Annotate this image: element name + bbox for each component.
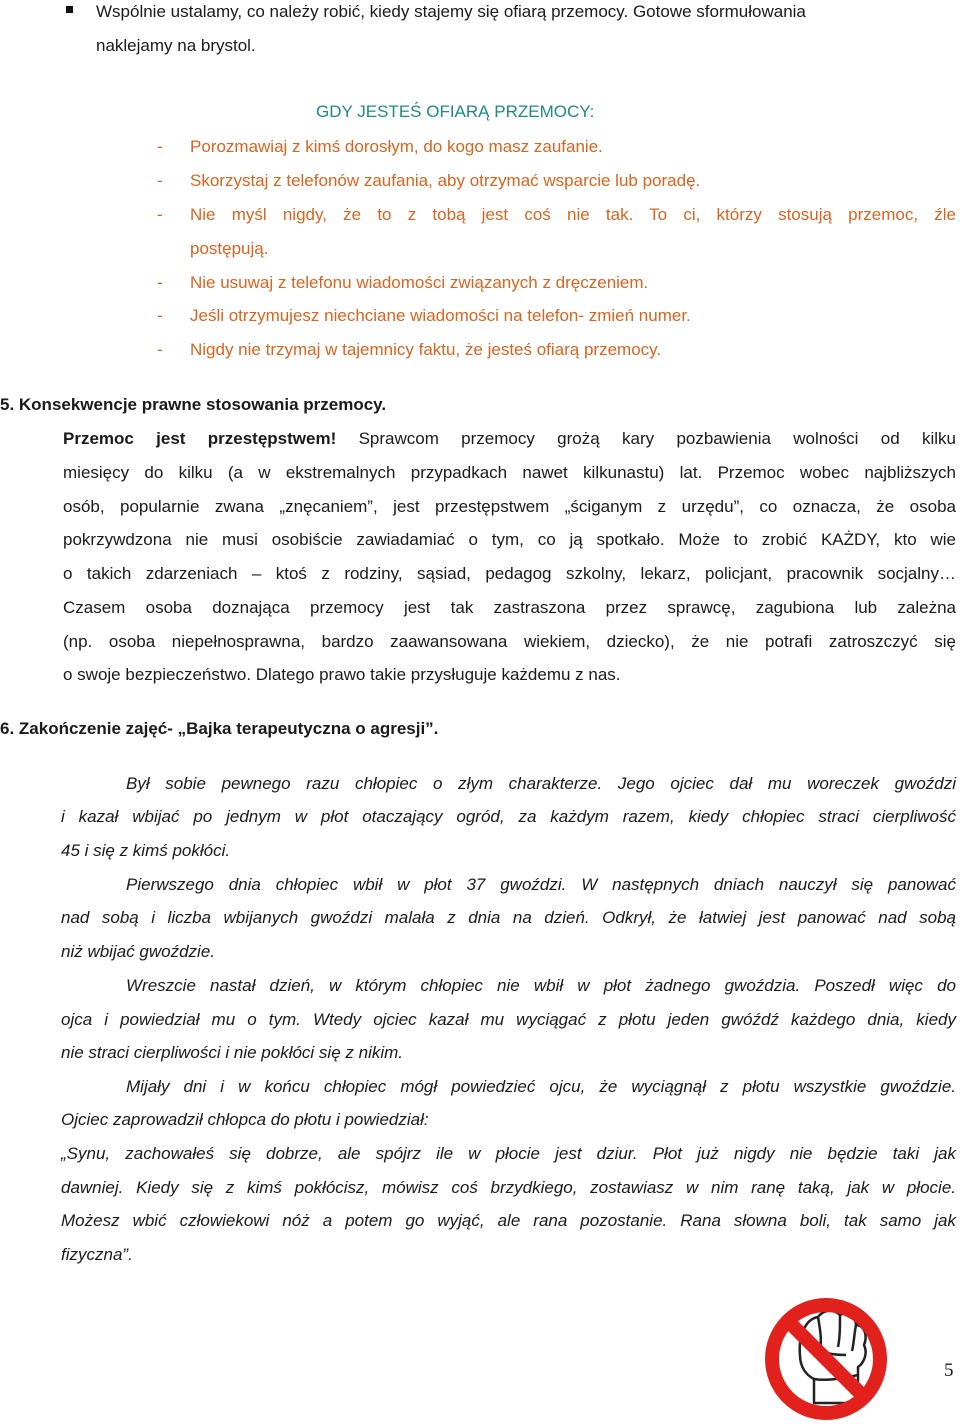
s5-line-7: (np. osoba niepełnosprawna, bardzo zaawansowana wiekiem, dziecko), że nie potrafi zatroszczyć się	[63, 632, 956, 651]
s5-line-2-a: miesięcy do kilku (a w ekstremalnych przypadkach nawet kilkunastu) lat.	[63, 463, 703, 482]
fist-prohibition-icon	[760, 1295, 892, 1423]
advice-item-4: Nie usuwaj z telefonu wiadomości związanych z dręczeniem.	[190, 273, 649, 292]
s5-line-1-text: Sprawcom przemocy grożą kary pozbawienia wolności od kilku	[336, 429, 956, 448]
s5-line-8: o swoje bezpieczeństwo. Dlatego prawo takie przysługuje każdemu z nas.	[63, 665, 621, 684]
s5-line-3: osób, popularnie zwana „znęcaniem”, jest przestępstwem „ściganym z urzędu”, co oznacza, że osoba	[63, 497, 956, 516]
s5-line-2-b: Przemoc wobec najbliższych	[702, 463, 956, 482]
advice-item-5: Jeśli otrzymujesz niechciane wiadomości na telefon- zmień numer.	[190, 306, 691, 325]
s5-line-4-a: pokrzywdzona nie musi osobiście zawiadamiać o tym, co ją spotkało.	[63, 530, 665, 549]
dash-3: -	[157, 205, 163, 224]
page-number: 5	[944, 1360, 954, 1381]
story-line-6: niż wbijać gwoździe.	[61, 942, 216, 961]
story-14a: Możesz wbić człowiekowi nóż a potem go wyjąć, ale rana pozostanie.	[61, 1211, 668, 1230]
story-line-3: 45 i się z kimś pokłóci.	[61, 841, 231, 860]
s5-line-4-b: Może to zrobić KAŻDY, kto wie	[664, 530, 956, 549]
section-6-heading: 6. Zakończenie zajęć- „Bajka terapeutyczna o agresji”.	[0, 719, 439, 738]
victim-advice-heading: GDY JESTEŚ OFIARĄ PRZEMOCY:	[316, 102, 595, 121]
dash-2: -	[157, 171, 163, 190]
story-line-14	[61, 1211, 956, 1231]
section-5-heading: 5. Konsekwencje prawne stosowania przemocy.	[0, 395, 387, 414]
story-line-2: i kazał wbijać po jednym w płot otaczający ogród, za każdym razem, kiedy chłopiec straci cierpliwość	[61, 807, 956, 826]
story-7a: Wreszcie nastał dzień, w którym chłopiec nie wbił w płot żadnego gwoździa.	[126, 976, 801, 995]
story-line-1	[126, 774, 956, 794]
story-line-8	[61, 1010, 956, 1030]
s5-line-2	[63, 463, 956, 483]
s5-line-1	[63, 429, 956, 449]
dash-1: -	[157, 137, 163, 156]
s5-line-5: o takich zdarzeniach – ktoś z rodziny, sąsiad, pedagog szkolny, lekarz, policjant, pracownik socjalny…	[63, 564, 956, 583]
s5-line-4	[63, 530, 956, 550]
intro-line-2: naklejamy na brystol.	[96, 36, 256, 55]
story-14b: Rana słowna boli, tak samo jak	[667, 1211, 956, 1230]
story-8b: Wtedy ojciec kazał mu wyciągać z płotu jeden gwóźdź każdego dnia, kiedy	[300, 1010, 956, 1029]
intro-bullet	[0, 0, 960, 60]
story-line-13	[61, 1178, 956, 1198]
story-1a: Był sobie pewnego razu chłopiec o złym charakterze.	[126, 774, 603, 793]
advice-item-2: Skorzystaj z telefonów zaufania, aby otrzymać wsparcie lub poradę.	[190, 171, 701, 190]
story-8a: ojca i powiedział mu o tym.	[61, 1010, 301, 1029]
story-13b: Kiedy się z kimś pokłócisz, mówisz coś brzydkiego, zostawiasz w nim ranę taką, jak w płocie.	[123, 1178, 956, 1197]
story-4b: W następnych dniach nauczył się panować	[566, 875, 956, 894]
story-12a: „Synu, zachowałeś się dobrze, ale spójrz ile w płocie jest dziur.	[61, 1144, 638, 1163]
story-line-9: nie straci cierpliwości i nie pokłóci się z nikim.	[61, 1043, 404, 1062]
advice-item-6: Nigdy nie trzymaj w tajemnicy faktu, że jesteś ofiarą przemocy.	[190, 340, 662, 359]
story-line-11: Ojciec zaprowadził chłopca do płotu i powiedział:	[61, 1110, 429, 1129]
story-1b: Jego ojciec dał mu woreczek gwoździ	[602, 774, 957, 793]
story-4a: Pierwszego dnia chłopiec wbił w płot 37 gwoździ.	[126, 875, 567, 894]
story-5a: nad sobą i liczba wbijanych gwoździ malała z dnia na dzień.	[61, 908, 590, 927]
intro-line-1: Wspólnie ustalamy, co należy robić, kiedy stajemy się ofiarą przemocy. Gotowe sformułowania	[96, 2, 806, 21]
story-line-4	[126, 875, 956, 895]
story-12b: Płot już nigdy nie będzie taki jak	[637, 1144, 956, 1163]
s5-line-6: Czasem osoba doznająca przemocy jest tak zastraszona przez sprawcę, zagubiona lub zależna	[63, 598, 956, 617]
s5-lead: Przemoc jest przestępstwem!	[63, 429, 337, 448]
dash-5: -	[157, 306, 163, 325]
story-line-7	[126, 976, 956, 996]
advice-item-1: Porozmawiaj z kimś dorosłym, do kogo masz zaufanie.	[190, 137, 603, 156]
advice-item-3-cont: postępują.	[190, 239, 269, 258]
dash-4: -	[157, 273, 163, 292]
story-line-12	[61, 1144, 956, 1164]
story-13a: dawniej.	[61, 1178, 124, 1197]
story-7b: Poszedł więc do	[800, 976, 956, 995]
story-line-10: Mijały dni i w końcu chłopiec mógł powiedzieć ojcu, że wyciągnął z płotu wszystkie gwoździe.	[126, 1077, 956, 1096]
square-bullet-icon	[66, 6, 73, 13]
dash-6: -	[157, 340, 163, 359]
advice-item-3: Nie myśl nigdy, że to z tobą jest coś nie tak. To ci, którzy stosują przemoc, źle	[190, 205, 956, 224]
story-line-5	[61, 908, 956, 928]
story-5b: Odkrył, że łatwiej jest panować nad sobą	[589, 908, 957, 927]
story-line-15: fizyczna”.	[61, 1245, 133, 1264]
